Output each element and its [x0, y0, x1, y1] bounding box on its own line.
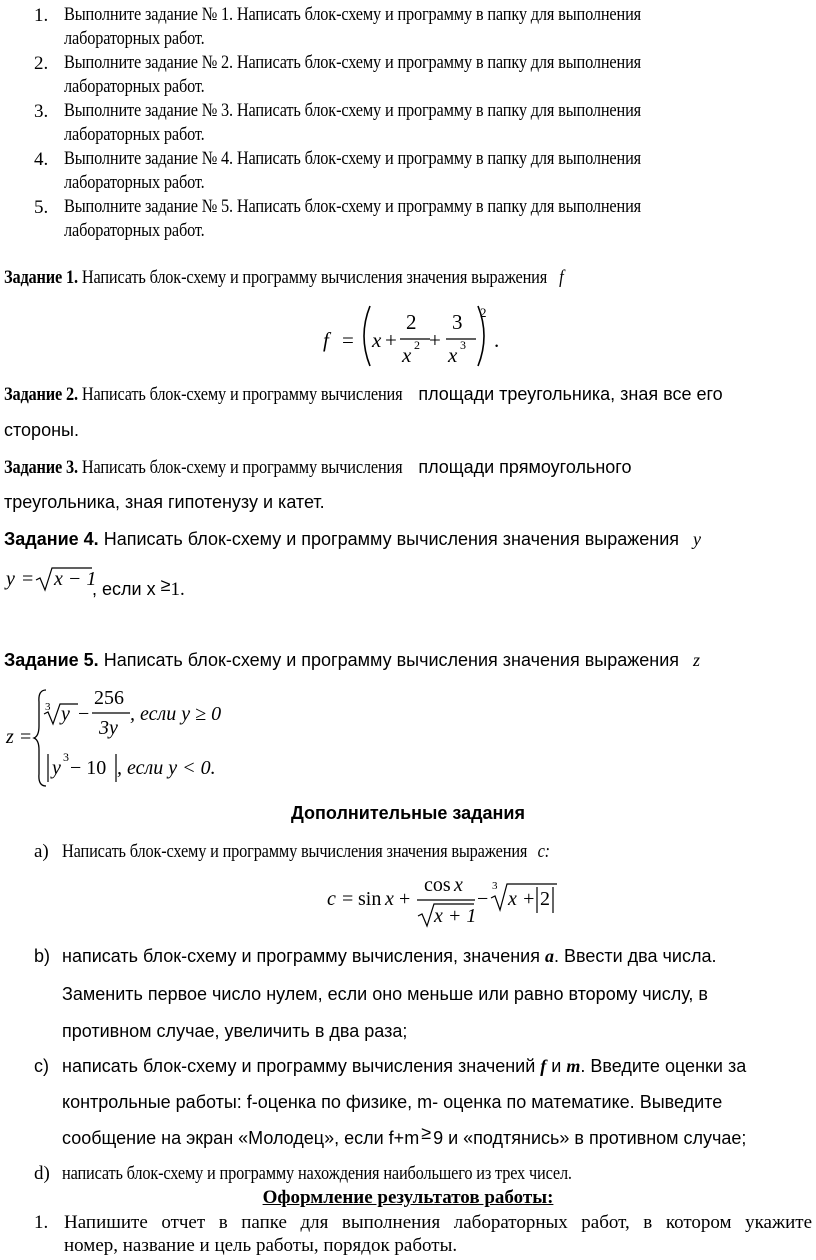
- fraction-bar: [92, 712, 130, 714]
- extra-a-text: Написать блок-схему и программу вычисления значения выражения c:: [62, 841, 550, 862]
- report-heading: Оформление результатов работы:: [262, 1187, 554, 1208]
- list-item-line: лабораторных работ.: [64, 76, 205, 97]
- list-number: 1.: [34, 1212, 49, 1233]
- extra-b-line1: написать блок-схему и программу вычисления, значения a. Ввести два числа.: [62, 946, 717, 966]
- list-item-line: лабораторных работ.: [64, 220, 205, 241]
- list-number: 3.: [34, 101, 49, 122]
- list-item-line: лабораторных работ.: [64, 28, 205, 49]
- list-item-line: лабораторных работ.: [64, 124, 205, 145]
- extra-heading: Дополнительные задания: [290, 803, 525, 823]
- list-number: 5.: [34, 197, 49, 218]
- extra-c-line1: написать блок-схему и программу вычисления значений f и m. Введите оценки за: [62, 1056, 747, 1076]
- extra-c-line2: контрольные работы: f-оценка по физике, m- оценка по математике. Выведите: [62, 1092, 723, 1112]
- task5-heading: Задание 5. Написать блок-схему и программу вычисления значения выражения z: [4, 650, 701, 670]
- list-marker: a): [34, 841, 49, 862]
- list-number: 2.: [34, 53, 49, 74]
- task2-line2: стороны.: [4, 420, 79, 440]
- task4-condition: , если x ≥1.: [92, 575, 185, 600]
- abs-bar: [47, 754, 49, 782]
- task4-heading: Задание 4. Написать блок-схему и программу вычисления значения выражения y: [4, 529, 702, 549]
- list-item-line: лабораторных работ.: [64, 172, 205, 193]
- task3-heading: Задание 3. Написать блок-схему и программу вычисления площади прямоугольного: [4, 457, 632, 478]
- list-item-line: Выполните задание № 1. Написать блок-схему и программу в папку для выполнения: [64, 4, 641, 25]
- report-line2: номер, название и цель работы, порядок работы.: [64, 1235, 458, 1256]
- task2-heading: Задание 2. Написать блок-схему и программу вычисления площади треугольника, зная все его: [4, 384, 723, 405]
- list-marker: b): [34, 946, 51, 966]
- fraction-bar: [417, 899, 475, 901]
- list-number: 4.: [34, 149, 49, 170]
- list-marker: d): [34, 1163, 50, 1184]
- task3-line2: треугольника, зная гипотенузу и катет.: [4, 492, 325, 512]
- report-line1: Напишите отчет в папке для выполнения лабораторных работ, в котором укажите: [64, 1212, 812, 1233]
- list-item-line: Выполните задание № 2. Написать блок-схему и программу в папку для выполнения: [64, 52, 641, 73]
- extra-b-line3: противном случае, увеличить в два раза;: [62, 1021, 408, 1041]
- list-marker: c): [34, 1056, 49, 1076]
- extra-d-text: написать блок-схему и программу нахождения наибольшего из трех чисел.: [62, 1163, 572, 1184]
- extra-b-line2: Заменить первое число нулем, если оно меньше или равно второму числу, в: [62, 984, 708, 1004]
- list-item-line: Выполните задание № 5. Написать блок-схему и программу в папку для выполнения: [64, 196, 641, 217]
- list-item-line: Выполните задание № 3. Написать блок-схему и программу в папку для выполнения: [64, 100, 641, 121]
- list-number: 1.: [34, 5, 49, 26]
- task1-heading: Задание 1. Написать блок-схему и программу вычисления значения выражения f: [4, 267, 564, 288]
- list-item-line: Выполните задание № 4. Написать блок-схему и программу в папку для выполнения: [64, 148, 641, 169]
- extra-c-line3: сообщение на экран «Молодец», если f+m ≥ 9 и «подтянись» в противном случае;: [62, 1123, 747, 1148]
